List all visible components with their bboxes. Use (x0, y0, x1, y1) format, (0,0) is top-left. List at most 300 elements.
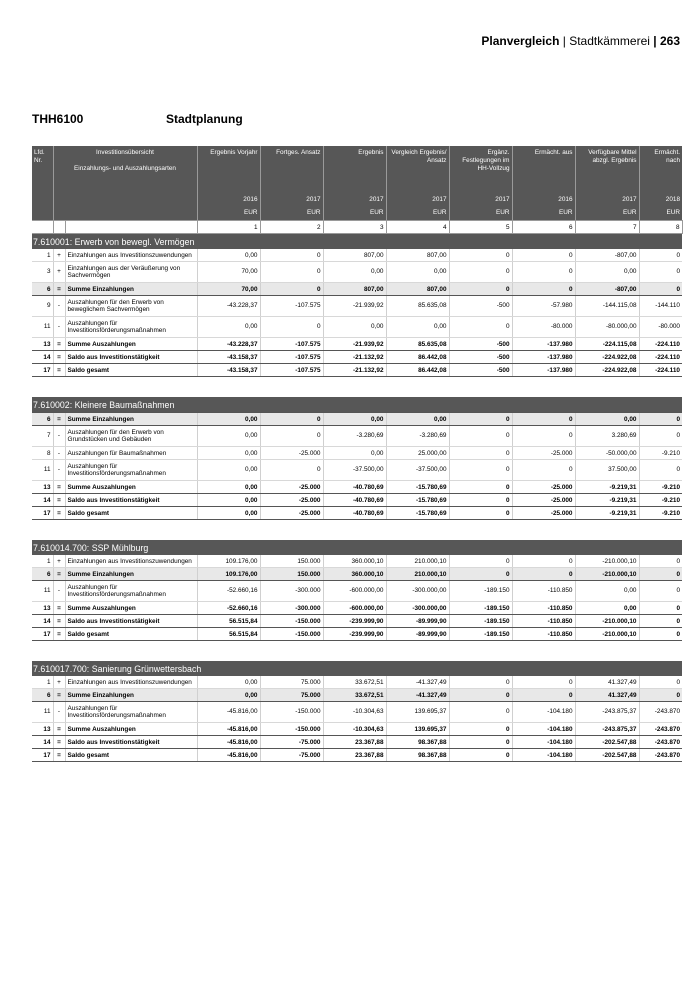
row-operator: = (53, 338, 65, 351)
row-value: -243.870 (639, 723, 682, 736)
row-operator: + (53, 262, 65, 283)
row-value: 150.000 (260, 555, 323, 568)
row-value: 41.327,49 (575, 676, 639, 689)
column-header-year: 2017 (323, 187, 386, 205)
row-value: -37.500,00 (323, 460, 386, 481)
row-value: 0 (512, 460, 575, 481)
row-value: 0 (639, 581, 682, 602)
row-value: -15.780,69 (386, 494, 449, 507)
row-value: -239.999,90 (323, 628, 386, 641)
row-operator: = (53, 494, 65, 507)
table-row (32, 615, 682, 628)
row-value: 0,00 (197, 426, 260, 447)
row-value: 0 (639, 426, 682, 447)
column-header-year: 2017 (386, 187, 449, 205)
row-operator: - (53, 447, 65, 460)
row-value: 360.000,10 (323, 568, 386, 581)
column-header-unit: EUR (575, 205, 639, 221)
row-description: Saldo gesamt (65, 628, 197, 641)
row-value: 807,00 (386, 249, 449, 262)
section-title-row (32, 540, 682, 555)
row-value: -500 (449, 351, 512, 364)
row-value: 0 (639, 628, 682, 641)
column-header-unit: EUR (639, 205, 682, 221)
table-row (32, 581, 682, 602)
column-header-label: Fortges. Ansatz (260, 146, 323, 187)
table-row (32, 689, 682, 702)
row-number: 7 (32, 426, 53, 447)
row-value: 33.672,51 (323, 689, 386, 702)
row-value: 0 (639, 689, 682, 702)
row-value: 0 (449, 460, 512, 481)
row-value: 0 (449, 481, 512, 494)
row-description: Auszahlungen für Investitionsförderungsmaßnahmen (65, 460, 197, 481)
row-operator: - (53, 581, 65, 602)
row-value: -57.980 (512, 296, 575, 317)
row-operator: - (53, 460, 65, 481)
header-desc-label: Investitionsübersicht Einzahlungs- und Auszahlungsarten (53, 146, 197, 187)
row-value: 0 (639, 413, 682, 426)
header-empty-cell (53, 205, 197, 221)
table-row (32, 317, 682, 338)
row-value: -110.850 (512, 581, 575, 602)
column-index: 1 (197, 221, 260, 234)
row-value: -224.922,08 (575, 364, 639, 377)
row-value: -25.000 (512, 507, 575, 520)
row-description: Auszahlungen für Investitionsförderungsmaßnahmen (65, 702, 197, 723)
row-value: 0,00 (197, 249, 260, 262)
row-value: 85.635,08 (386, 296, 449, 317)
section-spacer (32, 641, 682, 662)
row-value: 0 (639, 262, 682, 283)
section-title-row (32, 661, 682, 676)
row-description: Summe Einzahlungen (65, 283, 197, 296)
row-number: 17 (32, 364, 53, 377)
row-value: 0 (449, 413, 512, 426)
index-empty-cell (32, 221, 53, 234)
row-number: 13 (32, 723, 53, 736)
row-value: 0 (512, 568, 575, 581)
row-value: 0,00 (323, 447, 386, 460)
row-value: -224.110 (639, 351, 682, 364)
row-number: 13 (32, 481, 53, 494)
row-value: -600.000,00 (323, 602, 386, 615)
row-value: 0 (639, 283, 682, 296)
table-row (32, 749, 682, 762)
header-nr-label: Lfd. Nr. (32, 146, 53, 187)
row-operator: = (53, 615, 65, 628)
row-value: 0 (639, 460, 682, 481)
table-row (32, 481, 682, 494)
row-value: 0 (639, 615, 682, 628)
row-value: 25.000,00 (386, 447, 449, 460)
column-header-year: 2017 (449, 187, 512, 205)
row-value: 33.672,51 (323, 676, 386, 689)
row-value: -107.575 (260, 364, 323, 377)
row-value: -40.780,69 (323, 481, 386, 494)
column-header-unit: EUR (449, 205, 512, 221)
row-value: -239.999,90 (323, 615, 386, 628)
row-value: -224.110 (639, 364, 682, 377)
column-index: 5 (449, 221, 512, 234)
row-description: Saldo aus Investitionstätigkeit (65, 494, 197, 507)
row-value: -137.980 (512, 351, 575, 364)
table-row (32, 262, 682, 283)
row-value: 0 (512, 555, 575, 568)
row-value: 70,00 (197, 262, 260, 283)
row-description: Summe Auszahlungen (65, 602, 197, 615)
row-value: 807,00 (323, 249, 386, 262)
row-value: -150.000 (260, 723, 323, 736)
row-value: 0,00 (386, 317, 449, 338)
row-operator: - (53, 296, 65, 317)
row-value: -9.219,31 (575, 494, 639, 507)
row-description: Summe Einzahlungen (65, 689, 197, 702)
table-row (32, 426, 682, 447)
row-value: -243.875,37 (575, 702, 639, 723)
row-value: 56.515,84 (197, 628, 260, 641)
section-title: 7.610002: Kleinere Baumaßnahmen (32, 397, 682, 413)
section-spacer (32, 520, 682, 541)
row-operator: - (53, 702, 65, 723)
row-value: -40.780,69 (323, 494, 386, 507)
row-description: Saldo aus Investitionstätigkeit (65, 736, 197, 749)
spacer-cell (32, 641, 682, 662)
row-value: -9.210 (639, 481, 682, 494)
row-value: 0 (260, 317, 323, 338)
row-operator: = (53, 689, 65, 702)
row-value: -10.304,63 (323, 702, 386, 723)
column-header-unit: EUR (386, 205, 449, 221)
spacer-cell (32, 520, 682, 541)
row-number: 11 (32, 702, 53, 723)
row-value: -150.000 (260, 615, 323, 628)
row-value: 0 (512, 689, 575, 702)
row-description: Saldo gesamt (65, 364, 197, 377)
row-value: 0 (639, 568, 682, 581)
row-value: 23.367,88 (323, 736, 386, 749)
row-value: 807,00 (386, 283, 449, 296)
row-description: Summe Auszahlungen (65, 723, 197, 736)
column-header-year: 2016 (512, 187, 575, 205)
column-header-unit: EUR (260, 205, 323, 221)
row-number: 14 (32, 736, 53, 749)
row-operator: + (53, 555, 65, 568)
row-value: -21.939,92 (323, 296, 386, 317)
budget-table (32, 146, 683, 762)
row-operator: + (53, 676, 65, 689)
row-value: 85.635,08 (386, 338, 449, 351)
column-index: 8 (639, 221, 682, 234)
row-value: -43.228,37 (197, 296, 260, 317)
row-value: 0,00 (386, 413, 449, 426)
row-value: 0,00 (197, 689, 260, 702)
row-value: -41.327,49 (386, 676, 449, 689)
row-value: -110.850 (512, 628, 575, 641)
row-value: 0,00 (575, 262, 639, 283)
column-header-label: Ergänz. Festlegungen im HH-Vollzug (449, 146, 512, 187)
row-value: -189.150 (449, 581, 512, 602)
row-value: 0,00 (197, 413, 260, 426)
row-value: -189.150 (449, 615, 512, 628)
column-header-year: 2018 (639, 187, 682, 205)
row-value: 41.327,49 (575, 689, 639, 702)
table-row (32, 602, 682, 615)
row-value: -243.875,37 (575, 723, 639, 736)
row-value: -189.150 (449, 602, 512, 615)
row-value: -243.870 (639, 736, 682, 749)
row-value: 0 (512, 249, 575, 262)
header-separator: | (562, 34, 566, 48)
row-description: Einzahlungen aus Investitionszuwendungen (65, 555, 197, 568)
row-description: Einzahlungen aus Investitionszuwendungen (65, 249, 197, 262)
row-value: -25.000 (260, 481, 323, 494)
row-value: -110.850 (512, 615, 575, 628)
row-description: Auszahlungen für den Erwerb von beweglichem Sachvermögen (65, 296, 197, 317)
row-number: 3 (32, 262, 53, 283)
row-value: -25.000 (512, 481, 575, 494)
table-row (32, 296, 682, 317)
row-description: Einzahlungen aus Investitionszuwendungen (65, 676, 197, 689)
row-value: 37.500,00 (575, 460, 639, 481)
row-value: -144.110 (639, 296, 682, 317)
row-value: -110.850 (512, 602, 575, 615)
column-header-year: 2017 (260, 187, 323, 205)
row-value: -43.228,37 (197, 338, 260, 351)
column-index: 3 (323, 221, 386, 234)
row-number: 13 (32, 338, 53, 351)
row-value: 210.000,10 (386, 555, 449, 568)
row-value: -137.980 (512, 338, 575, 351)
row-value: 0 (449, 283, 512, 296)
row-value: 0,00 (575, 413, 639, 426)
row-number: 6 (32, 413, 53, 426)
row-number: 1 (32, 249, 53, 262)
row-description: Saldo gesamt (65, 507, 197, 520)
row-value: -3.280,69 (323, 426, 386, 447)
row-description: Auszahlungen für Investitionsförderungsmaßnahmen (65, 317, 197, 338)
column-index-row (32, 221, 682, 234)
row-value: -104.180 (512, 749, 575, 762)
header-title: Planvergleich (481, 34, 560, 48)
row-value: -15.780,69 (386, 507, 449, 520)
row-value: 86.442,08 (386, 364, 449, 377)
row-value: 0 (260, 262, 323, 283)
row-value: -243.870 (639, 702, 682, 723)
row-value: 807,00 (323, 283, 386, 296)
row-number: 11 (32, 581, 53, 602)
row-value: -600.000,00 (323, 581, 386, 602)
row-value: 56.515,84 (197, 615, 260, 628)
row-value: -107.575 (260, 296, 323, 317)
row-value: -224.110 (639, 338, 682, 351)
row-value: 0 (449, 723, 512, 736)
row-value: 86.442,08 (386, 351, 449, 364)
row-value: -21.132,92 (323, 364, 386, 377)
column-header-label: Verfügbare Mittel abzgl. Ergebnis (575, 146, 639, 187)
column-index: 7 (575, 221, 639, 234)
row-value: -40.780,69 (323, 507, 386, 520)
row-value: 0,00 (197, 676, 260, 689)
column-index: 4 (386, 221, 449, 234)
row-operator: = (53, 736, 65, 749)
row-number: 6 (32, 283, 53, 296)
row-value: 0 (260, 460, 323, 481)
column-header-unit-row (32, 205, 682, 221)
row-number: 6 (32, 689, 53, 702)
row-value: -9.210 (639, 507, 682, 520)
row-value: -150.000 (260, 628, 323, 641)
row-number: 14 (32, 494, 53, 507)
row-description: Saldo gesamt (65, 749, 197, 762)
row-value: -52.660,16 (197, 602, 260, 615)
column-header-year-row (32, 187, 682, 205)
row-value: 75.000 (260, 676, 323, 689)
row-value: 0 (512, 283, 575, 296)
row-value: -50.000,00 (575, 447, 639, 460)
row-value: 0 (449, 447, 512, 460)
row-value: -210.000,10 (575, 628, 639, 641)
row-value: -300.000,00 (386, 602, 449, 615)
row-description: Saldo aus Investitionstätigkeit (65, 615, 197, 628)
row-operator: = (53, 364, 65, 377)
header-department: Stadtkämmerei (569, 34, 650, 48)
column-header-label: Ermächt. nach (639, 146, 682, 187)
column-index: 6 (512, 221, 575, 234)
index-empty-cell (65, 221, 197, 234)
row-value: 0 (449, 507, 512, 520)
row-value: 0 (512, 426, 575, 447)
row-value: 0 (449, 568, 512, 581)
row-operator: - (53, 426, 65, 447)
row-value: -80.000,00 (575, 317, 639, 338)
column-header-unit: EUR (197, 205, 260, 221)
row-value: -15.780,69 (386, 481, 449, 494)
table-row (32, 283, 682, 296)
row-value: 0,00 (575, 602, 639, 615)
row-value: -45.816,00 (197, 749, 260, 762)
row-value: 0 (449, 749, 512, 762)
table-row (32, 555, 682, 568)
row-number: 17 (32, 507, 53, 520)
row-operator: = (53, 568, 65, 581)
row-value: 109.176,00 (197, 555, 260, 568)
table-row (32, 736, 682, 749)
row-value: 0 (260, 283, 323, 296)
row-value: -25.000 (260, 507, 323, 520)
row-value: -104.180 (512, 702, 575, 723)
row-description: Summe Einzahlungen (65, 568, 197, 581)
row-value: 3.280,69 (575, 426, 639, 447)
row-value: -107.575 (260, 338, 323, 351)
row-value: -210.000,10 (575, 568, 639, 581)
row-operator: = (53, 723, 65, 736)
row-number: 1 (32, 676, 53, 689)
row-description: Auszahlungen für den Erwerb von Grundstücken und Gebäuden (65, 426, 197, 447)
column-header-year: 2017 (575, 187, 639, 205)
row-value: -21.132,92 (323, 351, 386, 364)
row-description: Summe Einzahlungen (65, 413, 197, 426)
row-value: 0,00 (197, 507, 260, 520)
row-value: 0,00 (197, 317, 260, 338)
row-number: 11 (32, 317, 53, 338)
row-number: 13 (32, 602, 53, 615)
row-value: -45.816,00 (197, 723, 260, 736)
column-header-label: Ermächt. aus (512, 146, 575, 187)
row-value: 0 (449, 702, 512, 723)
column-header-label: Ergebnis (323, 146, 386, 187)
column-header-label: Vergleich Ergebnis/ Ansatz (386, 146, 449, 187)
page-header (481, 34, 680, 48)
row-number: 1 (32, 555, 53, 568)
row-operator: = (53, 628, 65, 641)
row-value: -500 (449, 296, 512, 317)
row-description: Saldo aus Investitionstätigkeit (65, 351, 197, 364)
row-value: -500 (449, 364, 512, 377)
row-value: -189.150 (449, 628, 512, 641)
row-operator: = (53, 602, 65, 615)
row-value: -89.999,90 (386, 628, 449, 641)
header-empty-cell (32, 187, 53, 205)
row-value: -25.000 (260, 494, 323, 507)
row-operator: = (53, 283, 65, 296)
header-label-row (32, 146, 682, 187)
index-empty-cell (53, 221, 65, 234)
section-title-row (32, 397, 682, 413)
row-value: -300.000 (260, 581, 323, 602)
section-title: 7.610014.700: SSP Mühlburg (32, 540, 682, 555)
row-number: 14 (32, 615, 53, 628)
row-operator: = (53, 413, 65, 426)
row-value: 0 (260, 249, 323, 262)
row-value: -210.000,10 (575, 615, 639, 628)
row-value: 210.000,10 (386, 568, 449, 581)
row-value: 0 (260, 413, 323, 426)
row-value: 360.000,10 (323, 555, 386, 568)
table-row (32, 460, 682, 481)
row-value: 0,00 (323, 317, 386, 338)
row-value: -37.500,00 (386, 460, 449, 481)
row-value: 0 (449, 494, 512, 507)
row-value: -137.980 (512, 364, 575, 377)
row-operator: = (53, 507, 65, 520)
row-value: -202.547,88 (575, 736, 639, 749)
row-value: 139.695,37 (386, 702, 449, 723)
section-title: 7.610001: Erwerb von bewegl. Vermögen (32, 234, 682, 250)
row-value: 0,00 (323, 413, 386, 426)
row-value: 0 (449, 317, 512, 338)
row-value: 0 (449, 249, 512, 262)
row-operator: - (53, 317, 65, 338)
row-value: 0 (449, 555, 512, 568)
column-header-unit: EUR (323, 205, 386, 221)
row-value: -10.304,63 (323, 723, 386, 736)
row-value: -80.000 (512, 317, 575, 338)
product-code: THH6100 (32, 112, 84, 126)
column-index: 2 (260, 221, 323, 234)
row-value: 0 (639, 602, 682, 615)
table-row (32, 249, 682, 262)
row-value: -43.158,37 (197, 351, 260, 364)
row-value: 0 (449, 676, 512, 689)
row-number: 8 (32, 447, 53, 460)
row-value: 0 (639, 555, 682, 568)
spacer-cell (32, 377, 682, 398)
row-value: -300.000,00 (386, 581, 449, 602)
row-operator: = (53, 351, 65, 364)
table-row (32, 351, 682, 364)
row-value: 0 (449, 426, 512, 447)
